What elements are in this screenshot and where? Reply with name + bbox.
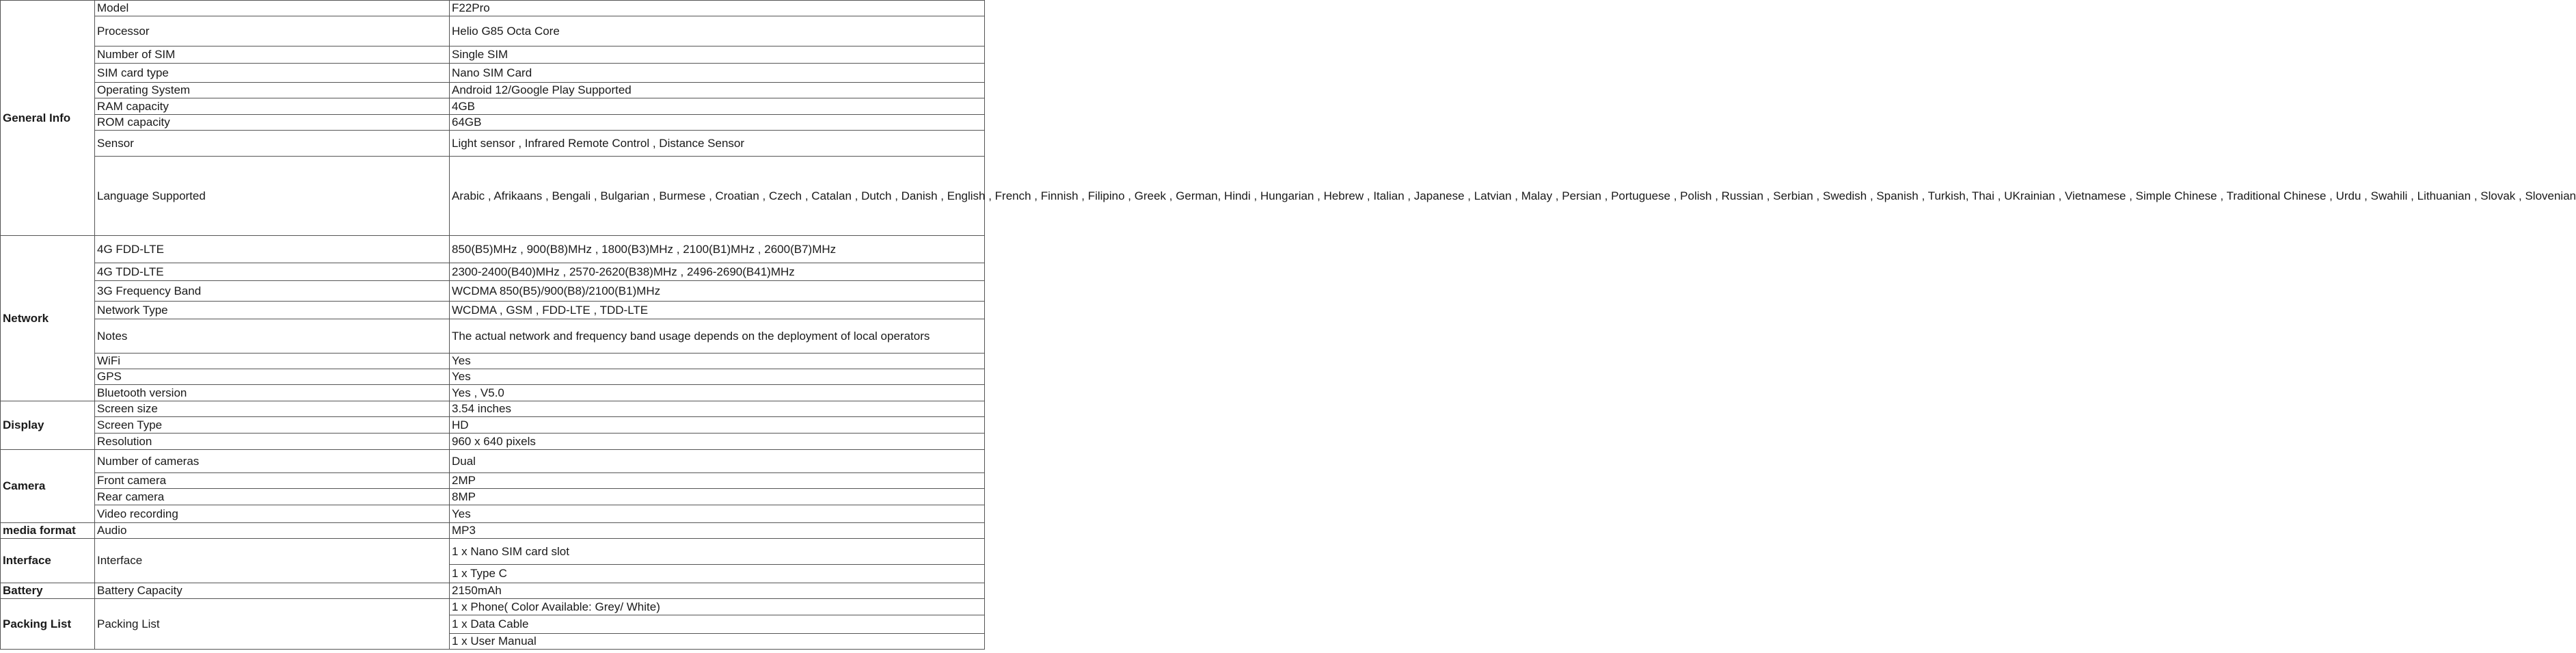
spec-row-number-of-sim — [1, 46, 985, 64]
spec-value: 2150mAh — [450, 583, 985, 599]
spec-value: 960 x 640 pixels — [450, 434, 985, 450]
spec-row-number-of-cameras — [1, 450, 985, 473]
spec-label: Network Type — [95, 302, 450, 319]
category-camera: Camera — [1, 450, 95, 523]
category-general-info: General Info — [1, 1, 95, 236]
spec-label: Interface — [95, 539, 450, 583]
spec-row-audio — [1, 523, 985, 539]
spec-value: Yes — [450, 354, 985, 369]
spec-value: Yes — [450, 505, 985, 523]
spec-value: Android 12/Google Play Supported — [450, 83, 985, 98]
spec-label: Video recording — [95, 505, 450, 523]
spec-label: Sensor — [95, 131, 450, 157]
category-packing-list: Packing List — [1, 599, 95, 650]
spec-label: 4G FDD-LTE — [95, 236, 450, 263]
spec-row-video-recording — [1, 505, 985, 523]
spec-value: Nano SIM Card — [450, 64, 985, 83]
spec-label: Battery Capacity — [95, 583, 450, 599]
spec-row-battery-capacity — [1, 583, 985, 599]
spec-value: MP3 — [450, 523, 985, 539]
spec-value: Arabic , Afrikaans , Bengali , Bulgarian , Burmese , Croatian , Czech , Catalan , Dutch , Danish , English , French , Finnish , Filipino , Greek , German, Hindi , Hungarian , Hebrew , Italian , Japanese , Latvian , Malay , Persian , Portuguese , Polish , Russian , Serbian , Swedish , Spanish , Turkish, Thai , UKrainian , Vietnamese , Simple Chinese , Traditional Chinese , Urdu , Swahili , Lithuanian , Slovak , Slovenian — [450, 157, 985, 236]
spec-value: 1 x Nano SIM card slot — [450, 539, 985, 565]
spec-label: Screen Type — [95, 417, 450, 434]
spec-value: 1 x Phone( Color Available: Grey/ White) — [450, 599, 985, 615]
spec-value: 1 x User Manual — [450, 634, 985, 650]
spec-label: Number of SIM — [95, 46, 450, 64]
spec-label: 4G TDD-LTE — [95, 263, 450, 281]
spec-label: SIM card type — [95, 64, 450, 83]
spec-label: WiFi — [95, 354, 450, 369]
spec-value: 64GB — [450, 115, 985, 131]
spec-row-4g-fdd-lte — [1, 236, 985, 263]
spec-row-3g-frequency-band — [1, 281, 985, 302]
spec-value: Dual — [450, 450, 985, 473]
spec-label: 3G Frequency Band — [95, 281, 450, 302]
spec-label: Number of cameras — [95, 450, 450, 473]
spec-row-rear-camera — [1, 489, 985, 505]
spec-value: 850(B5)MHz , 900(B8)MHz , 1800(B3)MHz , 2100(B1)MHz , 2600(B7)MHz — [450, 236, 985, 263]
spec-row-operating-system — [1, 83, 985, 98]
spec-row-network-type — [1, 302, 985, 319]
spec-value: 8MP — [450, 489, 985, 505]
spec-row-sim-card-type — [1, 64, 985, 83]
spec-row-interface — [1, 539, 985, 565]
spec-table-body — [1, 1, 2576, 650]
spec-value: WCDMA 850(B5)/900(B8)/2100(B1)MHz — [450, 281, 985, 302]
spec-row-notes — [1, 319, 985, 354]
spec-row-wifi — [1, 354, 985, 369]
spec-row-screen-size — [1, 401, 985, 417]
spec-label: RAM capacity — [95, 98, 450, 115]
spec-value: 2MP — [450, 473, 985, 489]
category-battery: Battery — [1, 583, 95, 599]
spec-value: Yes — [450, 369, 985, 385]
spec-row-ram-capacity — [1, 98, 985, 115]
spec-value: HD — [450, 417, 985, 434]
spec-label: GPS — [95, 369, 450, 385]
category-media-format: media format — [1, 523, 95, 539]
spec-label: Operating System — [95, 83, 450, 98]
spec-value: Yes , V5.0 — [450, 385, 985, 401]
spec-row-processor — [1, 16, 985, 46]
spec-label: Language Supported — [95, 157, 450, 236]
spec-row-gps — [1, 369, 985, 385]
spec-row-rom-capacity — [1, 115, 985, 131]
spec-value: 1 x Type C — [450, 565, 985, 583]
spec-row-model — [1, 1, 985, 16]
spec-label: Rear camera — [95, 489, 450, 505]
spec-label: Notes — [95, 319, 450, 354]
spec-label: Packing List — [95, 599, 450, 650]
spec-value: The actual network and frequency band usage depends on the deployment of local operators — [450, 319, 985, 354]
spec-row-resolution — [1, 434, 985, 450]
spec-label: Bluetooth version — [95, 385, 450, 401]
spec-label: Front camera — [95, 473, 450, 489]
spec-row-bluetooth-version — [1, 385, 985, 401]
spec-value: 1 x Data Cable — [450, 615, 985, 634]
spec-value: F22Pro — [450, 1, 985, 16]
spec-label: ROM capacity — [95, 115, 450, 131]
spec-label: Resolution — [95, 434, 450, 450]
category-interface: Interface — [1, 539, 95, 583]
spec-value: 4GB — [450, 98, 985, 115]
spec-label: Model — [95, 1, 450, 16]
spec-value: WCDMA , GSM , FDD-LTE , TDD-LTE — [450, 302, 985, 319]
spec-value: Light sensor , Infrared Remote Control , Distance Sensor — [450, 131, 985, 157]
spec-row-packing-list — [1, 599, 985, 615]
spec-value: 3.54 inches — [450, 401, 985, 417]
spec-row-language-supported — [1, 157, 985, 236]
spec-value: Helio G85 Octa Core — [450, 16, 985, 46]
category-network: Network — [1, 236, 95, 401]
spec-value: 2300-2400(B40)MHz , 2570-2620(B38)MHz , 2496-2690(B41)MHz — [450, 263, 985, 281]
spec-label: Audio — [95, 523, 450, 539]
spec-value: Single SIM — [450, 46, 985, 64]
spec-row-front-camera — [1, 473, 985, 489]
spec-row-screen-type — [1, 417, 985, 434]
spec-label: Processor — [95, 16, 450, 46]
spec-row-4g-tdd-lte — [1, 263, 985, 281]
spec-row-sensor — [1, 131, 985, 157]
category-display: Display — [1, 401, 95, 450]
spec-label: Screen size — [95, 401, 450, 417]
